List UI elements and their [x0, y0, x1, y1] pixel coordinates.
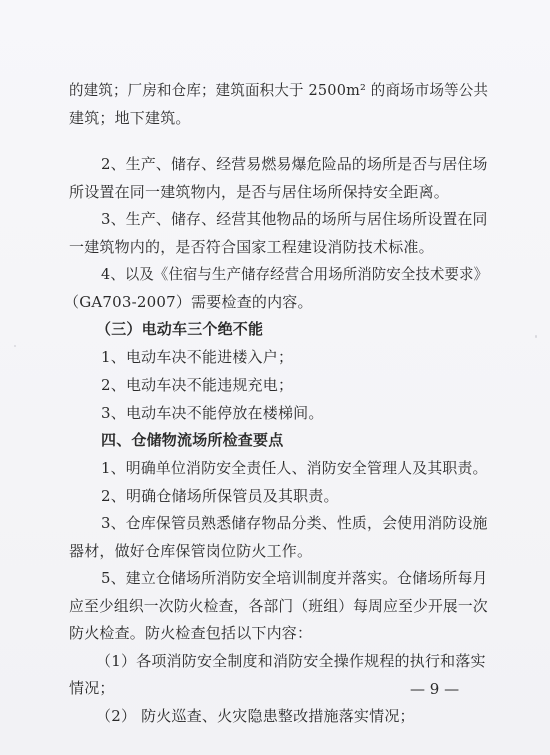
text-line-6: 一建筑物内的，是否符合国家工程建设消防技术标准。 [69, 238, 434, 256]
scan-speck [535, 335, 537, 338]
text-line-10: 1、电动车决不能进楼入户； [101, 348, 294, 366]
text-line-17: 器材，做好仓库保管岗位防火工作。 [69, 542, 313, 560]
text-line-18: 5、建立仓储场所消防安全培训制度并落实。仓储场所每月 [101, 569, 488, 587]
text-line-11: 2、电动车决不能违规充电； [101, 376, 294, 394]
text-line-21: （1）各项消防安全制度和消防安全操作规程的执行和落实 [96, 652, 486, 670]
text-line-22: 情况； [69, 679, 115, 697]
text-line-12: 3、电动车决不能停放在楼梯间。 [101, 404, 324, 422]
text-line-7: 4、以及《住宿与生产储存经营合用场所消防安全技术要求》 [101, 265, 489, 283]
text-line-8: （GA703-2007）需要检查的内容。 [64, 293, 313, 311]
text-line-23: （2） 防火巡查、火灾隐患整改措施落实情况； [96, 707, 415, 725]
scan-speck [14, 345, 16, 347]
text-line-16: 3、仓库保管员熟悉储存物品分类、性质，会使用消防设施 [101, 514, 488, 532]
section-heading-warehouse: 四、仓储物流场所检查要点 [101, 431, 284, 449]
text-line-14: 1、明确单位消防安全责任人、消防安全管理人及其职责。 [101, 459, 488, 477]
text-line-3: 2、生产、储存、经营易燃易爆危险品的场所是否与居住场 [101, 155, 488, 173]
text-line-19: 应至少组织一次防火检查，各部门（班组）每周应至少开展一次 [69, 597, 488, 615]
text-line-4: 所设置在同一建筑物内，是否与居住场所保持安全距离。 [69, 183, 450, 201]
text-line-5: 3、生产、储存、经营其他物品的场所与居住场所设置在同 [101, 210, 488, 228]
section-heading-electric-vehicles: （三）电动车三个绝不能 [96, 320, 264, 338]
text-line-15: 2、明确仓储场所保管员及其职责。 [101, 487, 339, 505]
page-number: — 9 — [410, 680, 460, 698]
text-line-1: 的建筑；厂房和仓库；建筑面积大于 2500m² 的商场市场等公共 [69, 81, 489, 99]
text-line-2: 建筑；地下建筑。 [69, 109, 191, 127]
text-line-20: 防火检查。防火检查包括以下内容： [69, 624, 313, 642]
